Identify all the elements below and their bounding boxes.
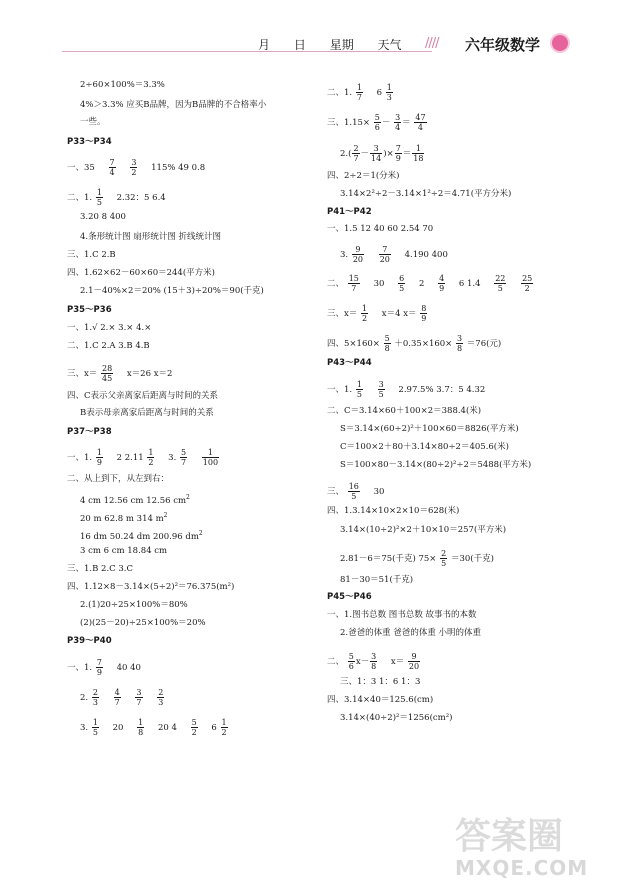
answer-line: 四、5×160× $\frac{5}{8}$ ＋0.35×160× $\frac{3}{8}$ ＝76(元): [327, 334, 502, 353]
answer-line: 3. $\frac{9}{20}$ $\frac{7}{20}$ 4.190 400: [340, 245, 448, 264]
answer-line: 3.14×(10÷2)²×2＋10×10＝257(平方米): [340, 525, 507, 535]
answer-line: 81－30＝51(千克): [340, 575, 414, 585]
section-heading: P41～P42: [327, 207, 372, 217]
answer-line: 3.14×(40÷2)²＝1256(cm²): [340, 713, 453, 723]
answer-line: S＝100×80－3.14×(80÷2)²÷2＝5488(平方米): [340, 460, 532, 470]
answer-line: 一、1. $\frac{1}{5}$ $\frac{3}{5}$ 2.97.5% 3.7：5 4.32: [327, 380, 486, 399]
answer-line: 四、3.14×40＝125.6(cm): [327, 695, 434, 705]
answer-line: 四、C表示父亲离家后距离与时间的关系: [67, 391, 219, 401]
pink-circle-icon: [552, 35, 568, 51]
decor-slashes: ////: [425, 36, 439, 51]
answer-line: 3.14×2²÷2－3.14×1²÷2＝4.71(平方分米): [340, 189, 512, 199]
answer-line: 三、x＝ $\frac{1}{2}$ x＝4 x＝ $\frac{8}{9}$: [327, 304, 427, 323]
answer-line: 三、1.B 2.C 3.C: [67, 564, 133, 574]
answer-line: 16 dm 50.24 dm 200.96 $dm^2$: [80, 530, 203, 542]
answer-line: 四、1.12×8－3.14×(5÷2)²＝76.375(m²): [67, 582, 235, 592]
watermark-url: MXQE.COM: [455, 856, 589, 880]
site-watermark: [455, 808, 625, 888]
answer-line: C＝100×2＋80＋3.14×80÷2＝405.6(米): [340, 442, 509, 452]
answer-line: 4.条形统计图 扇形统计图 折线统计图: [80, 232, 222, 242]
section-heading: P37～P38: [67, 427, 112, 437]
answer-line: 一、1.图书总数 图书总数 故事书的本数: [327, 610, 477, 620]
section-heading: P43～P44: [327, 358, 372, 368]
subject-title: 六年级数学: [465, 36, 541, 54]
answer-line: (2)(25－20)÷25×100%＝20%: [80, 618, 206, 628]
answer-line: 2.( $\frac{2}{7}$ － $\frac{3}{14}$ )× $\frac{7}{9}$ ＝ $\frac{1}{18}$: [340, 144, 424, 163]
answer-line: 一些。: [80, 117, 106, 127]
answer-line: 2.81－6＝75(千克) 75× $\frac{2}{5}$ ＝30(千克): [340, 549, 494, 568]
answer-line: 二、1.C 2.A 3.B 4.B: [67, 341, 150, 351]
section-heading: P39～P40: [67, 636, 112, 646]
answer-line: 4 cm 12.56 cm 12.56 $cm^2$: [80, 494, 190, 506]
answer-line: 20 m 62.8 m 314 $m^2$: [80, 512, 168, 524]
section-heading: P45～P46: [327, 592, 372, 602]
answer-line: 二、 $\frac{15}{7}$ 30 $\frac{6}{5}$ 2 $\frac{4}{9}$ 6 1.4 $\frac{22}{5}$ $\frac{25}{2}$: [327, 274, 533, 293]
answer-line: 2.(1)20÷25×100%＝80%: [80, 600, 188, 610]
day-label: 日: [293, 38, 306, 52]
answer-line: S＝3.14×(60÷2)²＋100×60＝8826(平方米): [340, 424, 519, 434]
date-weather-fields: [258, 36, 422, 53]
answer-line: 二、1. $\frac{1}{5}$ 2.32：5 6.4: [67, 188, 166, 207]
answer-line: 三、 $\frac{16}{5}$ 30: [327, 482, 385, 501]
week-label: 星期: [329, 38, 354, 52]
answer-line: 2. $\frac{2}{3}$ $\frac{4}{7}$ $\frac{3}{7}$ $\frac{2}{3}$: [80, 688, 164, 707]
month-label: 月: [258, 38, 271, 52]
section-heading: P33～P34: [67, 137, 112, 147]
answer-line: 一、1.5 12 40 60 2.54 70: [327, 224, 434, 234]
answer-line: 二、从上到下，从左到右：: [67, 474, 170, 484]
answer-line: 三、1.15× $\frac{5}{6}$ － $\frac{3}{4}$ ＝ $\frac{47}{4}$: [327, 113, 426, 132]
answer-line: 四、1.62×62－60×60＝244(平方米): [67, 268, 215, 278]
section-heading: P35～P36: [67, 305, 112, 315]
answer-line: 3.20 8 400: [80, 212, 126, 222]
answer-line: 2÷60×100%＝3.3%: [80, 80, 165, 90]
answer-line: 四、1.3.14×10×2×10＝628(米): [327, 506, 460, 516]
watermark-logo-text: 答案圈: [455, 816, 564, 857]
answer-line: 二、 $\frac{5}{6}$ x－ $\frac{3}{8}$ x＝ $\frac{9}{20}$: [327, 652, 420, 671]
answer-line: 一、1.√ 2.× 3.× 4.×: [67, 323, 152, 333]
answer-line: 2.1－40%×2＝20% (15＋3)÷20%＝90(千克): [80, 286, 264, 296]
answer-line: 三、1.C 2.B: [67, 250, 116, 260]
answer-line: 一、35 $\frac{7}{4}$ $\frac{3}{2}$ 115% 49 0.8: [67, 158, 206, 177]
answer-line: 三、1：3 1：6 1：3: [340, 677, 421, 687]
answer-line: 3. $\frac{1}{5}$ 20 $\frac{1}{8}$ 20 4 $\frac{5}{2}$ 6 $\frac{1}{2}$: [80, 718, 227, 737]
page-header: [0, 0, 631, 58]
answer-line: 二、1. $\frac{1}{7}$ 6 $\frac{1}{3}$: [327, 83, 392, 102]
answer-line: 3 cm 6 cm 18.84 cm: [80, 546, 168, 556]
answer-line: 一、1. $\frac{1}{9}$ 2 2.11 $\frac{1}{2}$ 3. $\frac{5}{7}$ $\frac{1}{100}$: [67, 448, 219, 467]
answer-line: 一、1. $\frac{7}{9}$ 40 40: [67, 658, 141, 677]
weather-label: 天气: [377, 38, 402, 52]
answer-line: 二、C＝3.14×60＋100×2＝388.4(米): [327, 406, 482, 416]
answer-line: B表示母亲离家后距离与时间的关系: [80, 408, 214, 418]
answer-line: 2.爸爸的体重 爸爸的体重 小明的体重: [340, 628, 482, 638]
answer-line: 四、2÷2＝1(分米): [327, 171, 400, 181]
answer-line: 4%＞3.3% 应买B品牌，因为B品牌的不合格率小: [80, 100, 267, 110]
answer-line: 三、x＝ $\frac{28}{45}$ x＝26 x＝2: [67, 364, 173, 383]
